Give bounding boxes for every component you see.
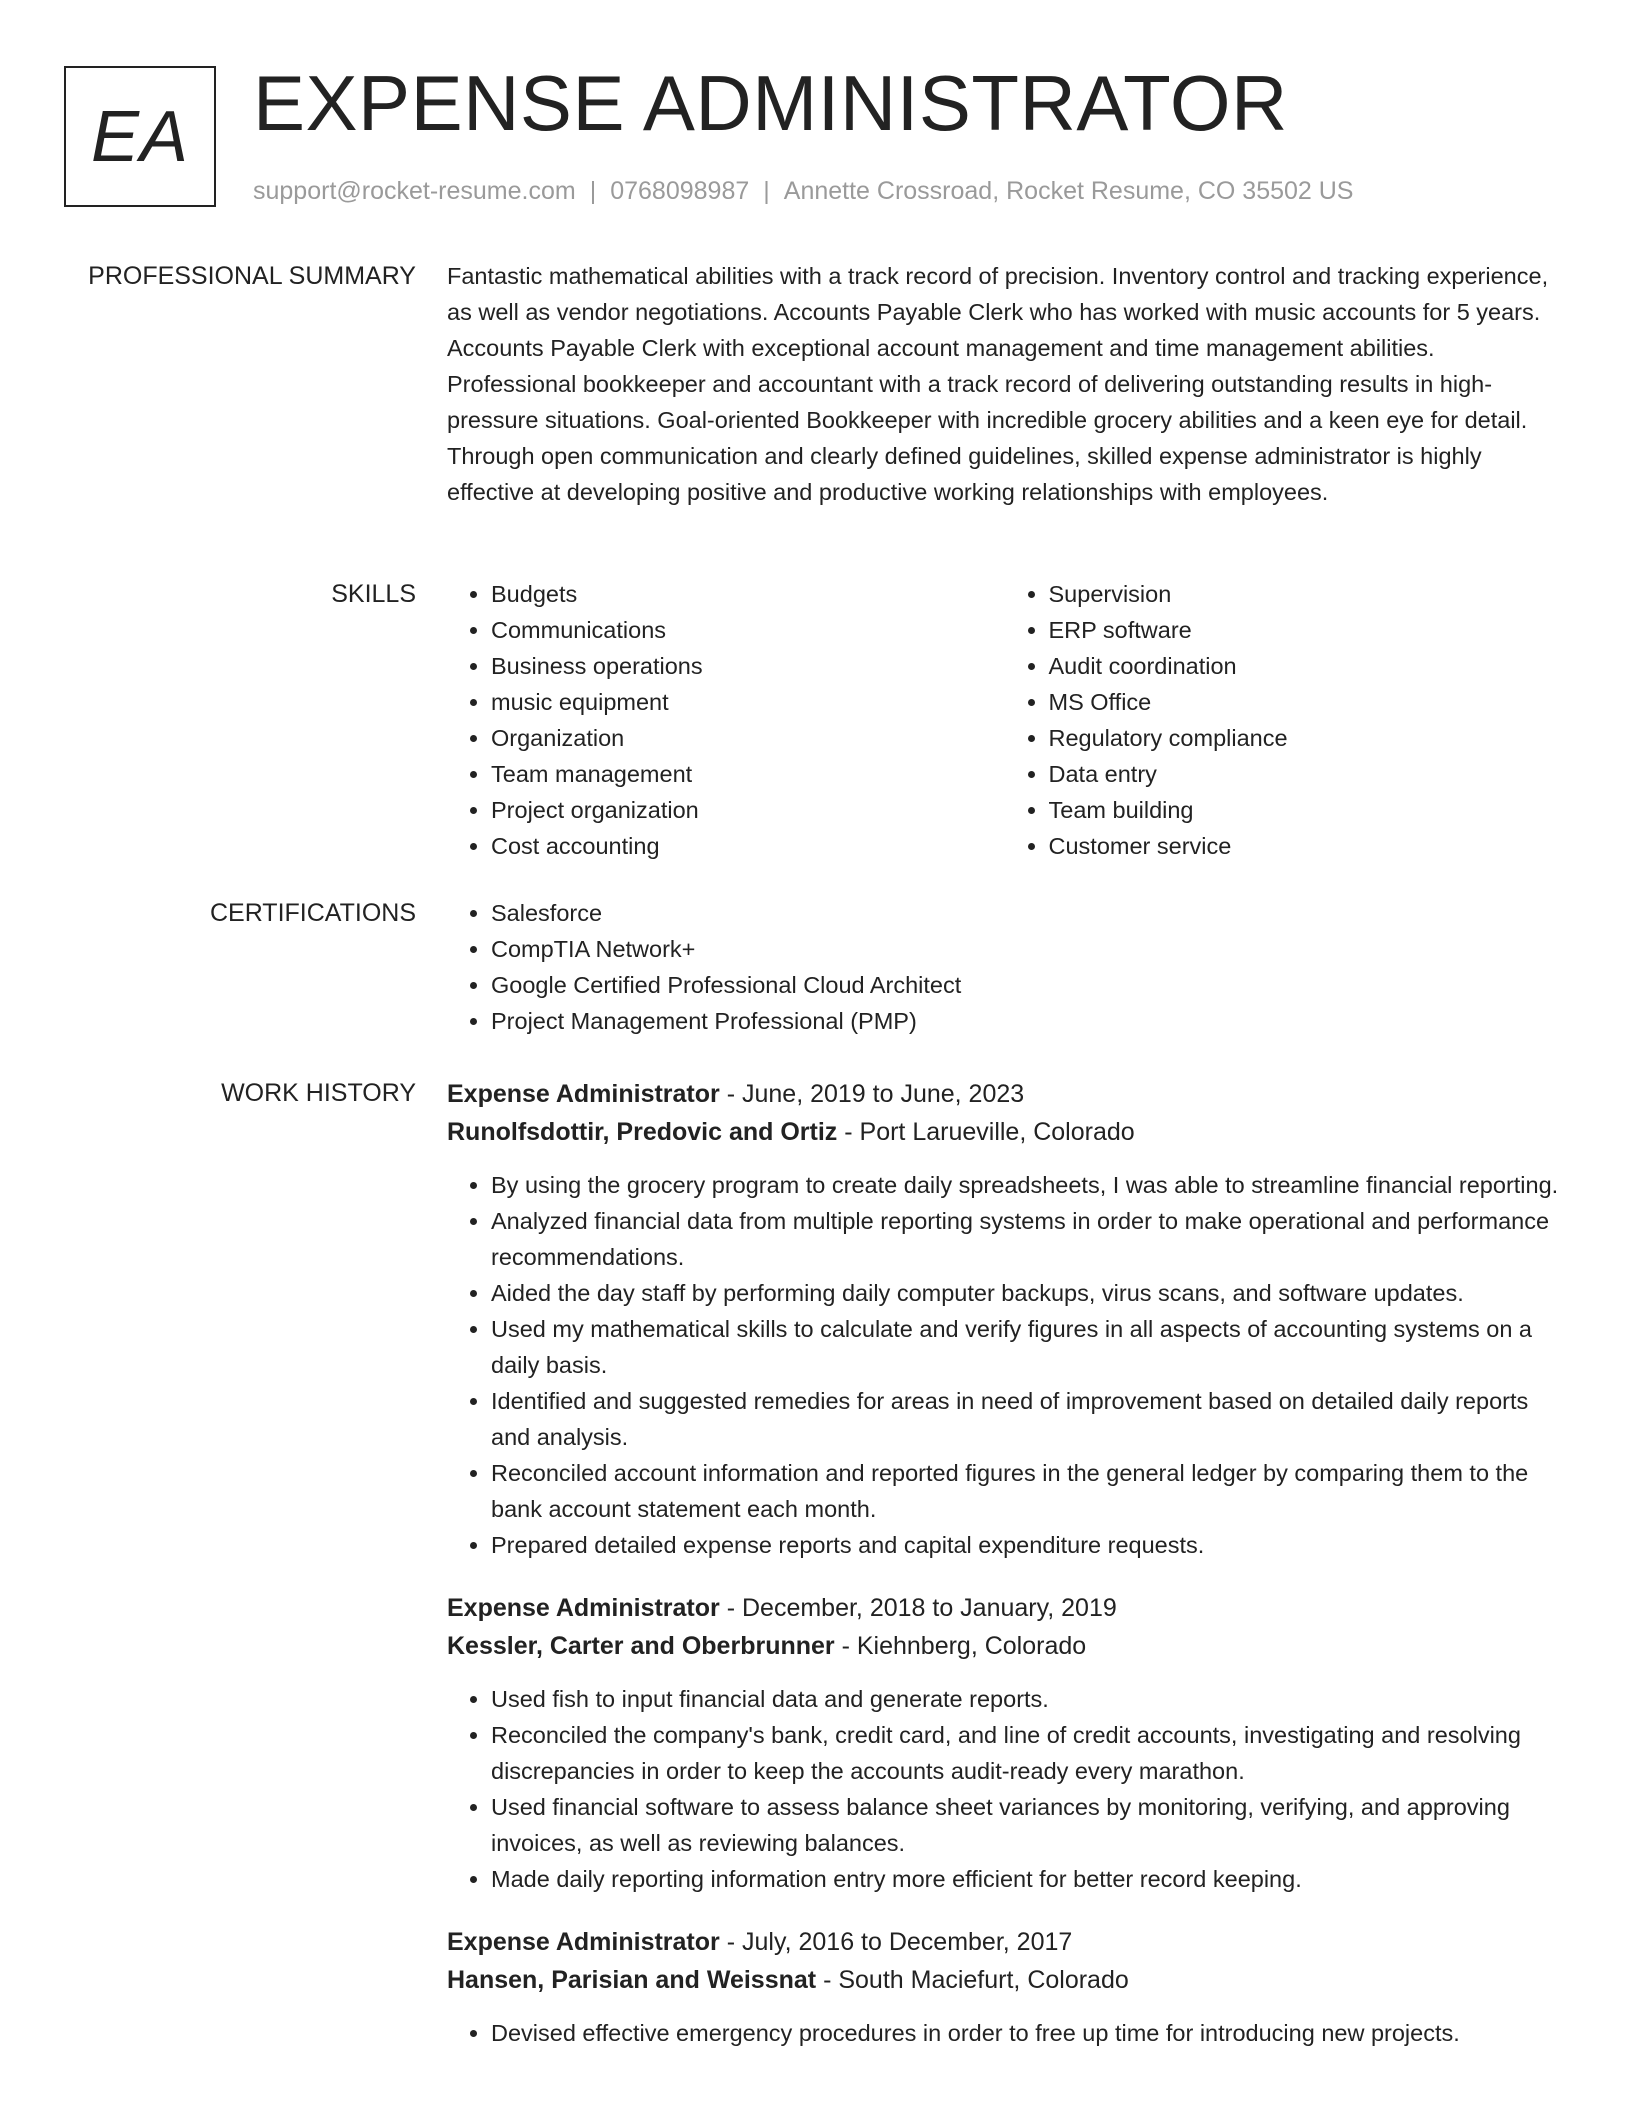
contact-separator: | xyxy=(589,177,597,205)
job-duties-list xyxy=(447,1681,1562,1897)
job-dates: - July, 2016 to December, 2017 xyxy=(719,1928,1073,1956)
skill-item: • MS Office xyxy=(1049,684,1563,720)
job-duty: • Used financial software to assess balance sheet variances by monitoring, verifying, and approving invoices, as well as reviewing balances. xyxy=(491,1789,1562,1861)
job-dates: - June, 2019 to June, 2023 xyxy=(719,1080,1025,1108)
skill-item: • Business operations xyxy=(491,648,1005,684)
job-duties-list xyxy=(447,2015,1562,2051)
contact-email: support@rocket-resume.com xyxy=(253,177,576,205)
job-company: Hansen, Parisian and Weissnat xyxy=(447,1966,817,1994)
job-dates: - December, 2018 to January, 2019 xyxy=(719,1594,1117,1622)
skill-item: • music equipment xyxy=(491,684,1005,720)
skill-item: • Customer service xyxy=(1049,828,1563,864)
job-location: - Port Larueville, Colorado xyxy=(837,1118,1135,1146)
certification-item: • CompTIA Network+ xyxy=(491,931,1562,967)
skill-item: • Cost accounting xyxy=(491,828,1005,864)
job-title-line xyxy=(447,1923,1562,1961)
work-history-heading: WORK HISTORY xyxy=(221,1079,416,1107)
skill-item: • Supervision xyxy=(1049,576,1563,612)
certifications-list xyxy=(447,895,1562,1039)
certification-item: • Project Management Professional (PMP) xyxy=(491,1003,1562,1039)
summary-text: Fantastic mathematical abilities with a track record of precision. Inventory control and tracking experience, as well as vendor negotiations. Accounts Payable Clerk who has worked with music accounts for 5 years. Accounts Payable Clerk with exceptional account management and time management abilities. Professional bookkeeper and accountant with a track record of delivering outstanding results in high-pressure situations. Goal-oriented Bookkeeper with incredible grocery abilities and a keen eye for detail. Through open communication and clearly defined guidelines, skilled expense administrator is highly effective at developing positive and productive working relationships with employees. xyxy=(447,263,1549,505)
skill-item: • Organization xyxy=(491,720,1005,756)
job-duty: • By using the grocery program to create daily spreadsheets, I was able to streamline financial reporting. xyxy=(491,1167,1562,1203)
summary-heading: PROFESSIONAL SUMMARY xyxy=(88,262,416,290)
job-company-line xyxy=(447,1627,1562,1665)
job-entry xyxy=(447,1075,1562,1563)
contact-separator: | xyxy=(763,177,770,205)
job-duties-list xyxy=(447,1167,1562,1563)
skill-item: • Budgets xyxy=(491,576,1005,612)
certifications-heading: CERTIFICATIONS xyxy=(209,899,416,927)
job-company-line xyxy=(447,1961,1562,1999)
skill-item: • Team management xyxy=(491,756,1005,792)
job-duty: • Reconciled account information and reported figures in the general ledger by comparing them to the bank account statement each month. xyxy=(491,1455,1562,1527)
contact-line xyxy=(253,174,1353,208)
job-duty: • Devised effective emergency procedures in order to free up time for introducing new projects. xyxy=(491,2015,1562,2051)
skill-item: • Project organization xyxy=(491,792,1005,828)
job-title: Expense Administrator xyxy=(447,1080,720,1108)
job-location: - Kiehnberg, Colorado xyxy=(834,1632,1087,1660)
job-title: Expense Administrator xyxy=(447,1928,720,1956)
job-title-line xyxy=(447,1075,1562,1113)
job-duty: • Made daily reporting information entry more efficient for better record keeping. xyxy=(491,1861,1562,1897)
job-title: Expense Administrator xyxy=(447,1594,720,1622)
job-entry xyxy=(447,1923,1562,2051)
skills-list-right xyxy=(1005,576,1563,864)
job-duty: • Prepared detailed expense reports and capital expenditure requests. xyxy=(491,1527,1562,1563)
job-company: Kessler, Carter and Oberbrunner xyxy=(447,1632,835,1660)
certification-item: • Google Certified Professional Cloud Architect xyxy=(491,967,1562,1003)
job-duty: • Aided the day staff by performing daily computer backups, virus scans, and software updates. xyxy=(491,1275,1562,1311)
job-duty: • Used fish to input financial data and generate reports. xyxy=(491,1681,1562,1717)
job-duty: • Reconciled the company's bank, credit card, and line of credit accounts, investigating and resolving discrepancies in order to keep the accounts audit-ready every marathon. xyxy=(491,1717,1562,1789)
job-duty: • Identified and suggested remedies for areas in need of improvement based on detailed daily reports and analysis. xyxy=(491,1383,1562,1455)
contact-phone: 0768098987 xyxy=(610,177,750,205)
job-title-line xyxy=(447,1589,1562,1627)
contact-address: Annette Crossroad, Rocket Resume, CO 35502 US xyxy=(783,177,1354,205)
skill-item: • ERP software xyxy=(1049,612,1563,648)
job-duty: • Analyzed financial data from multiple reporting systems in order to make operational and performance recommendations. xyxy=(491,1203,1562,1275)
skill-item: • Regulatory compliance xyxy=(1049,720,1563,756)
job-company: Runolfsdottir, Predovic and Ortiz xyxy=(447,1118,838,1146)
job-duty: • Used my mathematical skills to calculate and verify figures in all aspects of accounting systems on a daily basis. xyxy=(491,1311,1562,1383)
skill-item: • Team building xyxy=(1049,792,1563,828)
certification-item: • Salesforce xyxy=(491,895,1562,931)
monogram-logo: EA xyxy=(64,66,216,207)
job-location: - South Maciefurt, Colorado xyxy=(816,1966,1129,1994)
skill-item: • Data entry xyxy=(1049,756,1563,792)
skills-list-left xyxy=(447,576,1005,864)
job-entry xyxy=(447,1589,1562,1897)
skill-item: • Audit coordination xyxy=(1049,648,1563,684)
skills-heading: SKILLS xyxy=(331,580,416,608)
job-company-line xyxy=(447,1113,1562,1151)
skill-item: • Communications xyxy=(491,612,1005,648)
candidate-name: EXPENSE ADMINISTRATOR xyxy=(253,59,1288,147)
